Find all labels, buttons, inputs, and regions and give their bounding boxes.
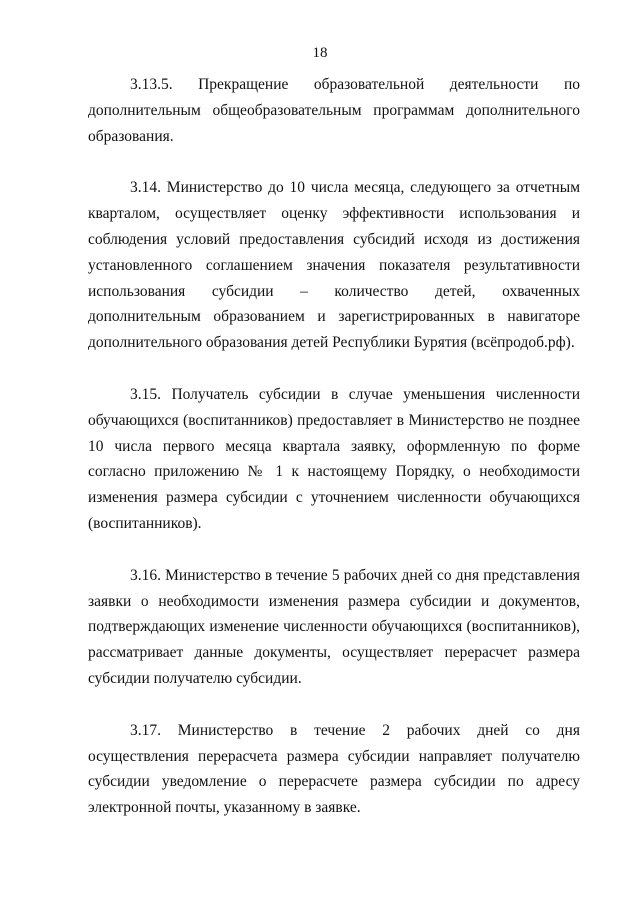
paragraph-3-17: 3.17. Министерство в течение 2 рабочих дней со дня осуществления перерасчета размера субсидии направляет получателю субсидии уведомление о перерасчете размера субсидии по адресу электронной почты, указанному в заявке. xyxy=(88,721,580,817)
paragraph-3-13-5: 3.13.5. Прекращение образовательной деятельности по дополнительным общеобразовательным программам дополнительного образования. xyxy=(88,76,580,145)
paragraph-3-15: 3.15. Получатель субсидии в случае уменьшения численности обучающихся (воспитанников) предоставляет в Министерство не позднее 10 числа первого месяца квартала заявку, оформленную по форме согласно приложению № 1 к настоящему Порядку, о необходимости изменения размера субсидии с уточнением численности обучающихся (воспитанников). xyxy=(88,385,580,532)
document-body xyxy=(88,66,580,821)
paragraph-3-16: 3.16. Министерство в течение 5 рабочих дней со дня представления заявки о необходимости изменения размера субсидии и документов, подтверждающих изменение численности обучающихся (воспитанников), рассматривает данные документы, осуществляет перерасчет размера субсидии получателю субсидии. xyxy=(88,566,580,687)
paragraph-3-14: 3.14. Министерство до 10 числа месяца, следующего за отчетным кварталом, осуществляет оценку эффективности использования и соблюдения условий предоставления субсидий исходя из достижения установленного соглашением значения показателя результативности использования субсидии – количество детей, охваченных дополнительным образованием и зарегистрированных в навигаторе дополнительного образования детей Республики Бурятия (всёпродоб.рф). xyxy=(88,179,580,352)
page-number: 18 xyxy=(312,45,328,61)
